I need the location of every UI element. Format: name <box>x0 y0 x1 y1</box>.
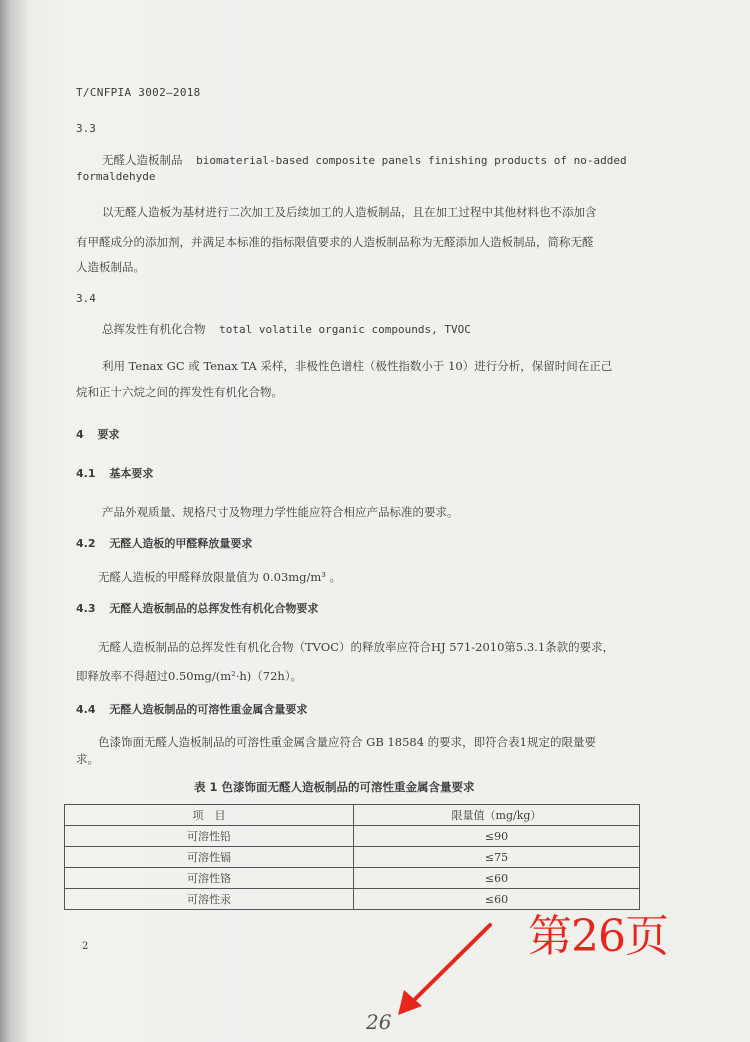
section-title-4-3: 无醛人造板制品的总挥发性有机化合物要求 <box>109 602 319 615</box>
table-row <box>65 826 640 847</box>
section-title-4-1: 基本要求 <box>109 467 154 480</box>
table-header-row <box>65 805 640 826</box>
table-cell-item: 可溶性汞 <box>65 889 354 910</box>
table-caption: 表 1 色漆饰面无醛人造板制品的可溶性重金属含量要求 <box>194 780 475 794</box>
table-cell-limit: ≤60 <box>354 889 640 910</box>
section-number-4-3: 4.3 <box>76 602 96 615</box>
term-3-4-en: total volatile organic compounds, TVOC <box>219 323 471 336</box>
section-heading-4-4 <box>76 701 307 717</box>
term-3-3 <box>102 152 627 168</box>
section-title-4: 要求 <box>97 428 120 441</box>
red-arrow-icon <box>390 920 500 1020</box>
section-number-4-4: 4.4 <box>76 703 96 716</box>
term-3-3-en: biomaterial-based composite panels finishing products of no-added <box>196 154 627 167</box>
text-4-1: 产品外观质量、规格尺寸及物理力学性能应符合相应产品标准的要求。 <box>102 505 459 519</box>
table-cell-limit: ≤90 <box>354 826 640 847</box>
heavy-metal-table <box>64 804 640 910</box>
section-number-3-3: 3.3 <box>76 122 96 135</box>
text-4-4-line1: 色漆饰面无醛人造板制品的可溶性重金属含量应符合 GB 18584 的要求，即符合表1规定的限量要 <box>98 735 596 749</box>
section-title-4-2: 无醛人造板的甲醛释放量要求 <box>109 537 253 550</box>
section-number-3-4: 3.4 <box>76 292 96 305</box>
table-row <box>65 868 640 889</box>
text-4-3-line2: 即释放率不得超过0.50mg/(m²·h)（72h）。 <box>76 669 303 683</box>
text-4-2: 无醛人造板的甲醛释放限量值为 0.03mg/m³ 。 <box>98 570 342 584</box>
section-heading-4 <box>76 426 120 442</box>
table-cell-item: 可溶性铅 <box>65 826 354 847</box>
standard-code: T/CNFPIA 3002—2018 <box>76 86 201 99</box>
table-row <box>65 847 640 868</box>
term-3-4 <box>102 321 471 337</box>
table-cell-item: 可溶性铬 <box>65 868 354 889</box>
definition-3-4-line1: 利用 Tenax GC 或 Tenax TA 采样，非极性色谱柱（极性指数小于 10）进行分析，保留时间在正己 <box>102 359 613 373</box>
definition-3-3-line1: 以无醛人造板为基材进行二次加工及后续加工的人造板制品，且在加工过程中其他材料也不添加含 <box>102 205 597 219</box>
handwritten-page-number: 26 <box>366 1010 392 1034</box>
term-3-3-en-cont: formaldehyde <box>76 170 156 183</box>
definition-3-3-line2: 有甲醛成分的添加剂，并满足本标准的指标限值要求的人造板制品称为无醛添加人造板制品，简称无醛 <box>76 235 594 249</box>
section-heading-4-3 <box>76 600 318 616</box>
table-header-item: 项 目 <box>65 805 354 826</box>
table-cell-limit: ≤75 <box>354 847 640 868</box>
page-number: 2 <box>82 941 89 952</box>
definition-3-4-line2: 烷和正十六烷之间的挥发性有机化合物。 <box>76 385 283 399</box>
section-number-4: 4 <box>76 428 84 441</box>
section-title-4-4: 无醛人造板制品的可溶性重金属含量要求 <box>109 703 308 716</box>
section-heading-4-1 <box>76 465 153 481</box>
table-cell-limit: ≤60 <box>354 868 640 889</box>
table-cell-item: 可溶性镉 <box>65 847 354 868</box>
section-number-4-1: 4.1 <box>76 467 96 480</box>
table-header-limit: 限量值（mg/kg） <box>354 805 640 826</box>
section-heading-4-2 <box>76 535 252 551</box>
term-3-3-cn: 无醛人造板制品 <box>102 153 183 167</box>
definition-3-3-line3: 人造板制品。 <box>76 260 145 274</box>
section-number-4-2: 4.2 <box>76 537 96 550</box>
term-3-4-cn: 总挥发性有机化合物 <box>102 322 206 336</box>
text-4-4-line2: 求。 <box>76 752 99 766</box>
page-label-annotation: 第26页 <box>528 911 668 962</box>
text-4-3-line1: 无醛人造板制品的总挥发性有机化合物（TVOC）的释放率应符合HJ 571-2010第5.3.1条款的要求， <box>98 640 615 654</box>
